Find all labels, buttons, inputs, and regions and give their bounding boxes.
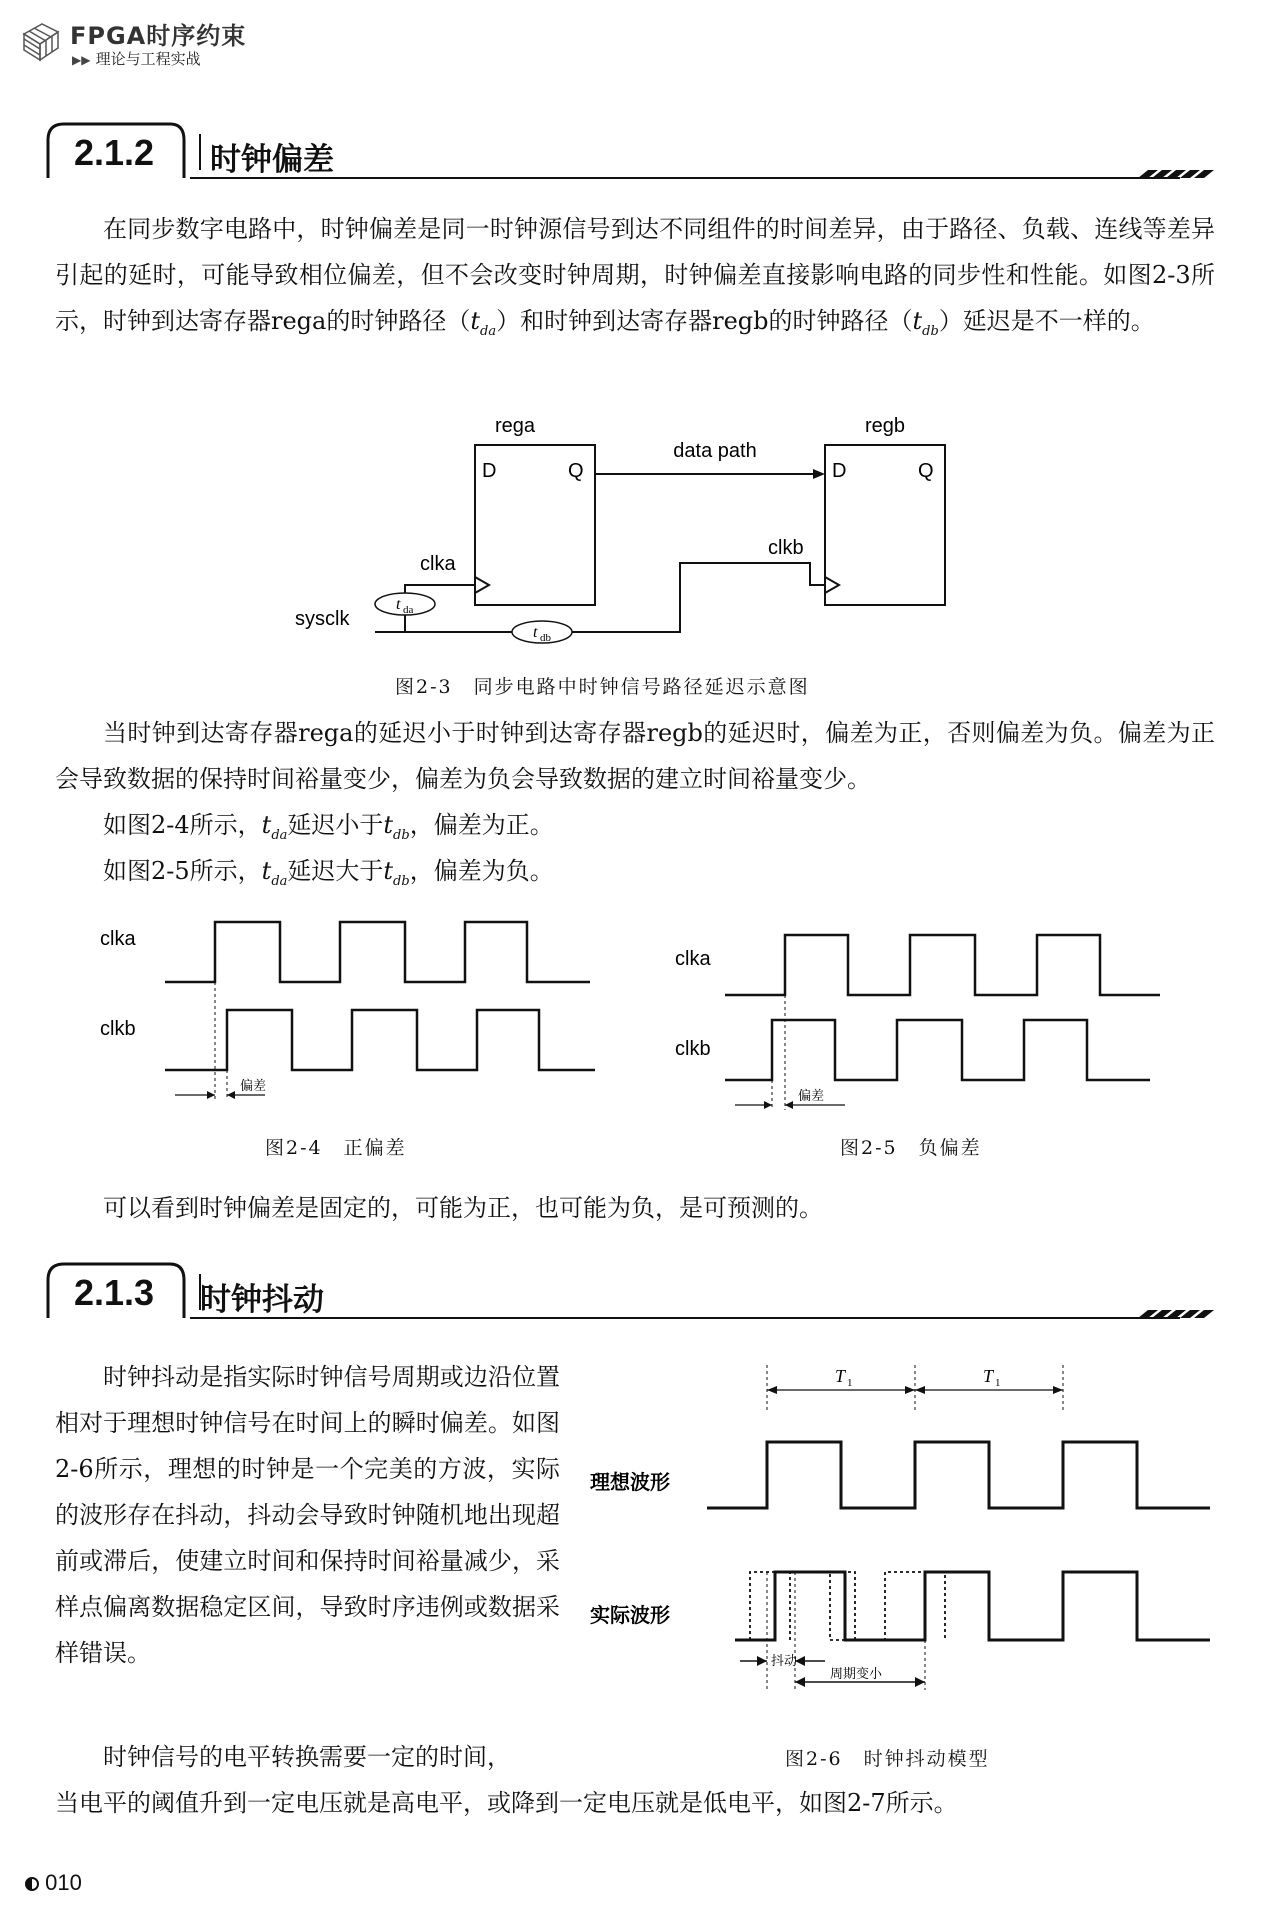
fig26-period-arrowhead-1b	[905, 1386, 915, 1394]
header-book-title: FPGA时序约束	[70, 22, 247, 50]
fig25-clkb-wave	[725, 1020, 1150, 1080]
half-circle-icon	[25, 1877, 39, 1891]
fig24-skew-label: 偏差	[240, 1078, 267, 1093]
section-213-paragraph-2-first-line: 时钟信号的电平转换需要一定的时间，	[103, 1743, 511, 1771]
fig24-clkb-wave	[165, 1010, 595, 1070]
section-213-title: 时钟抖动	[200, 1282, 324, 1318]
fig26-T1-sub-2: 1	[995, 1377, 1001, 1389]
section-212-line-fig24-ref: 如图2-4所示，$t_{da}$延迟小于$t_{db}$，偏差为正。	[103, 811, 554, 843]
regb-d-pin: D	[832, 460, 847, 482]
data-path-label: data path	[673, 440, 757, 462]
fig25-clkb-label: clkb	[675, 1038, 711, 1060]
fig26-jitter-arrowhead-left	[757, 1656, 767, 1666]
t-db-ellipse-t: t	[533, 624, 538, 641]
section-213-paragraph-2-second-line: 当电平的阈值升到一定电压就是高电平，或降到一定电压就是低电平，如图2-7所示。	[55, 1789, 958, 1817]
header-subtitle-row	[72, 48, 201, 69]
section-212-paragraph-2: 当时钟到达寄存器rega的延迟小于时钟到达寄存器regb的延迟时，偏差为正，否则偏差为负。偏差为正会导致数据的保持时间裕量变少，偏差为负会导致数据的建立时间裕量变少。	[55, 719, 1215, 793]
fig26-actual-wave	[735, 1572, 1210, 1640]
fig26-period-arrowhead-2b	[1053, 1386, 1063, 1394]
fig25-skew-arrowhead-left	[764, 1101, 772, 1109]
regb-q-pin: Q	[918, 460, 934, 482]
cube-grid-icon	[20, 20, 62, 62]
fig24-clka-wave	[165, 922, 590, 982]
regb-label: regb	[864, 415, 906, 437]
clka-label: clka	[420, 553, 456, 575]
fig26-jitter-label: 抖动	[771, 1653, 798, 1668]
fig26-period-smaller-arrowhead-right	[915, 1677, 925, 1687]
figure-2-6-caption: 图2-6 时钟抖动模型	[785, 1748, 990, 1770]
fig24-skew-arrowhead-right	[227, 1091, 235, 1099]
double-arrow-icon: ▶▶	[72, 53, 91, 67]
para1-text-a: 在同步数字电路中，时钟偏差是同一时钟源信号到达不同组件的时间差异，由于路径、负载、连线等差异引起的延时，可能导致相位偏差，但不会改变时钟周期，时钟偏差直接影响电路的同步性和性能。如图2-3所示，时钟到达寄存器rega的时钟路径（	[55, 215, 1215, 335]
para1-text-b: ）和时钟到达寄存器regb的时钟路径（	[496, 307, 913, 335]
rega-d-pin: D	[482, 460, 497, 482]
figure-2-3-diagram	[290, 410, 990, 650]
header-logo	[20, 20, 62, 62]
t-db-ellipse-sub: db	[540, 632, 551, 644]
fig25-skew-label: 偏差	[798, 1088, 825, 1103]
section-212-title: 时钟偏差	[210, 142, 334, 178]
figure-2-4-caption: 图2-4 正偏差	[265, 1137, 407, 1159]
figure-2-6-jitter-model	[585, 1360, 1225, 1690]
t-da-ellipse-t: t	[396, 596, 401, 613]
section-213-number: 2.1.3	[74, 1272, 155, 1313]
figure-2-3-caption: 图2-3 同步电路中时钟信号路径延迟示意图	[395, 676, 810, 698]
fig26-T1-sub-1: 1	[847, 1377, 853, 1389]
t-da-symbol: $t_{da}$	[470, 307, 497, 339]
section-212-conclusion: 可以看到时钟偏差是固定的，可能为正，也可能为负，是可预测的。	[103, 1194, 823, 1222]
footer-page-number: 010	[25, 1870, 82, 1896]
section-212-paragraph-1	[55, 206, 1215, 355]
figure-2-4-waveform	[95, 910, 615, 1110]
section-213-paragraph-1: 时钟抖动是指实际时钟信号周期或边沿位置相对于理想时钟信号在时间上的瞬时偏差。如图2-6所示，理想的时钟是一个完美的方波，实际的波形存在抖动，抖动会导致时钟随机地出现超前或滞后，使建立时间和保持时间裕量减少，采样点偏离数据稳定区间，导致时序违例或数据采样错误。	[55, 1363, 560, 1667]
figure-2-5-caption: 图2-5 负偏差	[840, 1137, 982, 1159]
fig25-clka-wave	[725, 935, 1160, 995]
t-da-ellipse-sub: da	[403, 604, 414, 616]
fig26-ideal-label: 理想波形	[590, 1470, 670, 1494]
clkb-wire	[405, 563, 825, 632]
section-212-line-fig25-ref: 如图2-5所示，$t_{da}$延迟大于$t_{db}$，偏差为负。	[103, 857, 554, 889]
fig25-clka-label: clka	[675, 948, 711, 970]
rega-q-pin: Q	[568, 460, 584, 482]
clkb-label: clkb	[768, 537, 804, 559]
fig26-period-smaller-label: 周期变小	[830, 1666, 883, 1681]
fig26-period-smaller-arrowhead-left	[795, 1677, 805, 1687]
header-book-subtitle: 理论与工程实战	[95, 50, 201, 68]
fig26-actual-label: 实际波形	[590, 1603, 670, 1627]
fig26-ideal-wave	[707, 1442, 1210, 1508]
fig26-period-arrowhead-2a	[915, 1386, 925, 1394]
sysclk-label: sysclk	[295, 608, 350, 630]
fig25-skew-arrowhead-right	[785, 1101, 793, 1109]
fig26-T1-label-1: T	[835, 1366, 846, 1386]
t-db-symbol: $t_{db}$	[912, 307, 939, 339]
figure-2-5-waveform	[670, 915, 1180, 1115]
fig26-actual-jitter-edges	[750, 1572, 945, 1640]
rega-label: rega	[494, 415, 536, 437]
fig26-T1-label-2: T	[983, 1366, 994, 1386]
fig24-skew-arrowhead-left	[207, 1091, 215, 1099]
section-212-number: 2.1.2	[74, 132, 155, 173]
para1-text-c: ）延迟是不一样的。	[938, 307, 1155, 335]
fig26-period-arrowhead-1a	[767, 1386, 777, 1394]
fig24-clkb-label: clkb	[100, 1018, 136, 1040]
data-path-arrowhead	[813, 469, 825, 479]
fig24-clka-label: clka	[100, 928, 136, 950]
